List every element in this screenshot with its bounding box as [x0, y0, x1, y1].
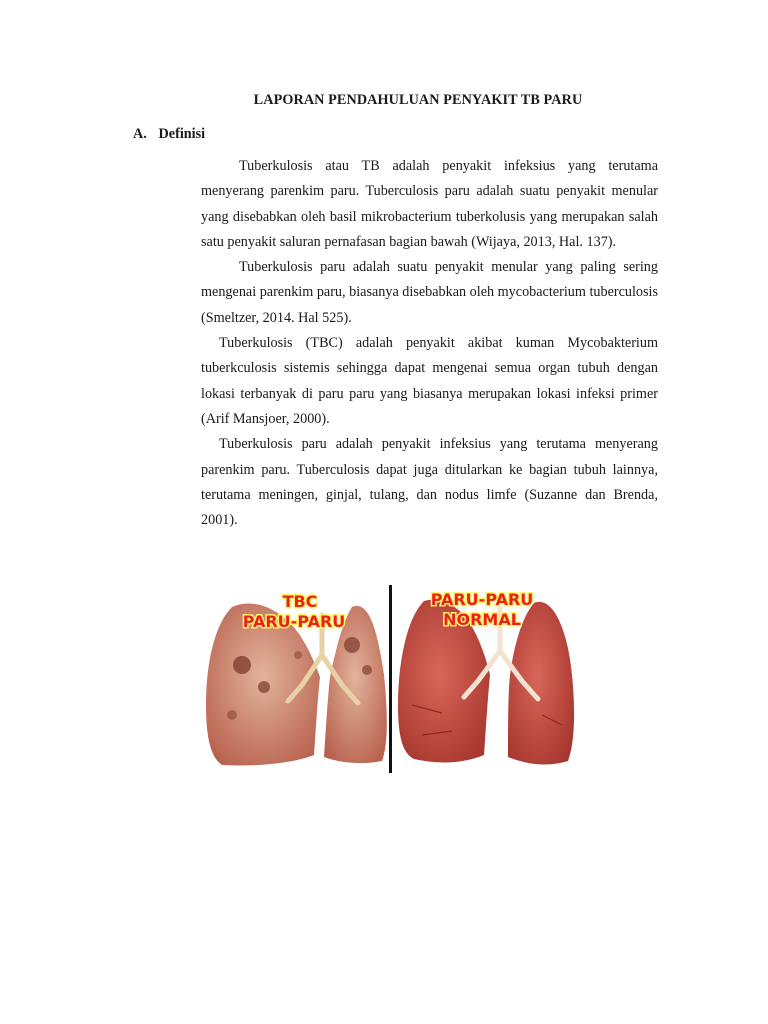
paragraph-2: Tuberkulosis paru adalah suatu penyakit menular yang paling sering mengenai parenkim paru, biasanya disebabkan oleh mycobacterium tuberculosis (Smeltzer, 2014. Hal 525).	[201, 259, 658, 326]
tbc-label-line1: TBC	[282, 592, 318, 611]
document-title: LAPORAN PENDAHULUAN PENYAKIT TB PARU	[253, 92, 583, 108]
lung-comparison-illustration	[202, 585, 580, 773]
normal-label-line2: NORMAL	[443, 610, 521, 629]
lung-comparison-figure	[202, 585, 580, 773]
paragraph-4: Tuberkulosis paru adalah penyakit infeksius yang terutama menyerang parenkim paru. Tuberculosis dapat juga ditularkan ke bagian tubuh lainnya, terutama meningen, ginjal, tulang, dan nodus limfe (Suzanne dan Brenda, 2001).	[201, 436, 658, 529]
figure-divider	[389, 585, 392, 773]
section-title: Definisi	[158, 126, 206, 142]
paragraph-1: Tuberkulosis atau TB adalah penyakit infeksius yang terutama menyerang parenkim paru. Tuberculosis paru adalah suatu penyakit menular yang disebabkan oleh basil mikrobacterium tuberkolusis yang merupakan salah satu penyakit saluran pernafasan bagian bawah (Wijaya, 2013, Hal. 137).	[201, 158, 658, 250]
paragraph-3: Tuberkulosis (TBC) adalah penyakit akibat kuman Mycobakterium tuberkculosis sistemis sehingga dapat mengenai semua organ tubuh dengan lokasi terbanyak di paru paru yang biasanya merupakan lokasi infeksi primer (Arif Mansjoer, 2000).	[201, 335, 658, 427]
section-number: A.	[133, 126, 147, 142]
normal-label-line1: PARU-PARU	[430, 590, 534, 609]
section-body	[201, 154, 658, 533]
tbc-label-line2: PARU-PARU	[242, 612, 346, 631]
section-heading	[133, 126, 205, 143]
